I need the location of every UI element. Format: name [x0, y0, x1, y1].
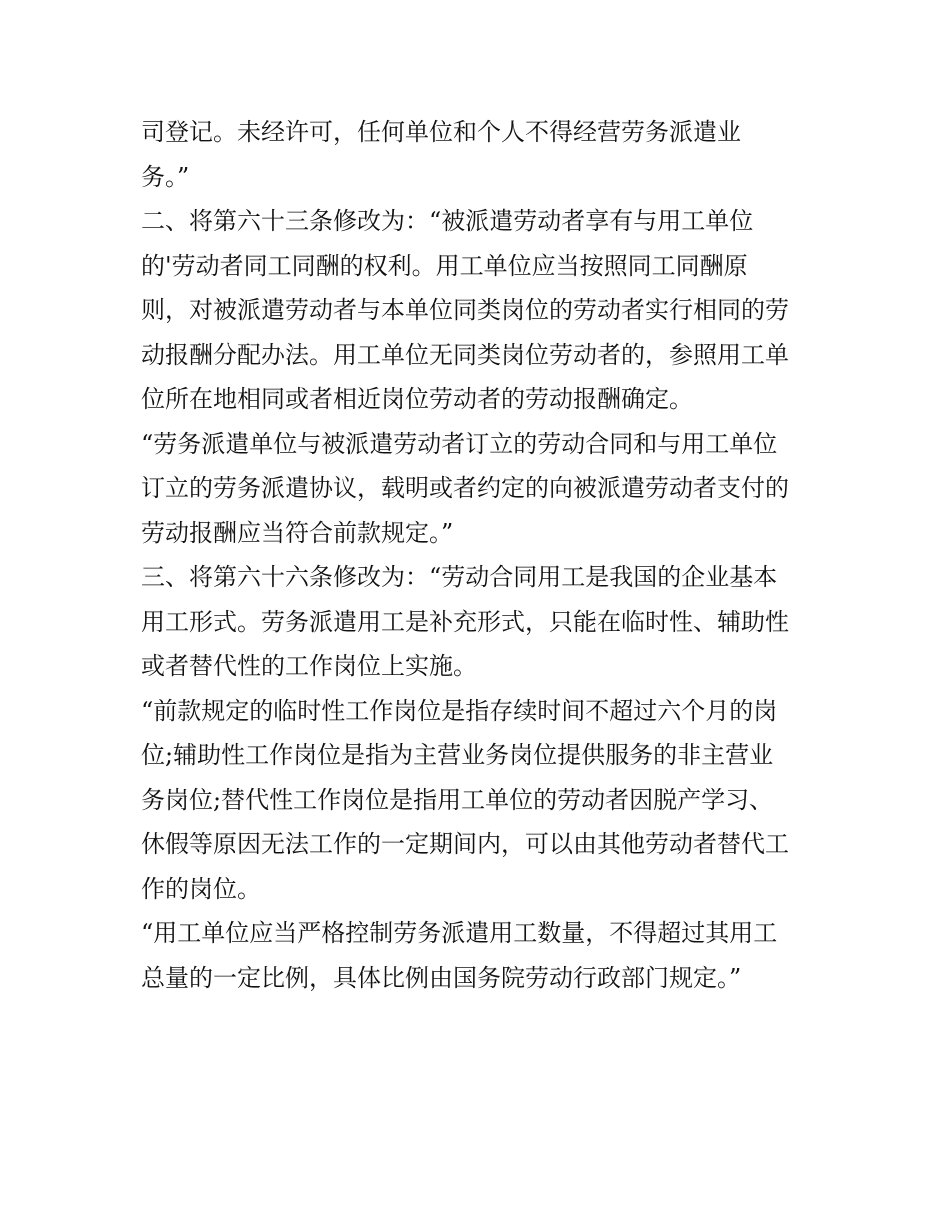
- text-line: 的'劳动者同工同酬的权利。用工单位应当按照同工同酬原: [141, 251, 748, 280]
- text-line: 订立的劳务派遣协议，载明或者约定的向被派遣劳动者支付的: [141, 474, 789, 502]
- text-line: 三、将第六十六条修改为：“劳动合同用工是我国的企业基本: [141, 563, 778, 591]
- text-line: 位所在地相同或者相近岗位劳动者的劳动报酬确定。: [141, 385, 693, 413]
- text-line: 位;辅助性工作岗位是指为主营业务岗位提供服务的非主营业: [141, 741, 774, 769]
- text-line: “用工单位应当严格控制劳务派遣用工数量，不得超过其用工: [141, 919, 778, 947]
- text-line: 休假等原因无法工作的一定期间内，可以由其他劳动者替代工: [141, 830, 789, 858]
- text-line: 动报酬分配办法。用工单位无同类岗位劳动者的，参照用工单: [141, 340, 789, 369]
- text-line: 总量的一定比例，具体比例由国务院劳动行政部门规定。”: [141, 963, 742, 992]
- text-line: 作的岗位。: [141, 874, 261, 903]
- document-body: [141, 110, 841, 1000]
- text-line: 或者替代性的工作岗位上实施。: [141, 652, 477, 680]
- text-line: “劳务派遣单位与被派遣劳动者订立的劳动合同和与用工单位: [141, 429, 778, 458]
- text-line: 用工形式。劳务派遣用工是补充形式，只能在临时性、辅助性: [141, 607, 789, 636]
- text-line: 司登记。未经许可，任何单位和个人不得经营劳务派遣业: [141, 118, 741, 146]
- text-line: 务。”: [141, 162, 190, 191]
- text-line: 务岗位;替代性工作岗位是指用工单位的劳动者因脱产学习、: [141, 785, 774, 814]
- text-line: “前款规定的临时性工作岗位是指存续时间不超过六个月的岗: [141, 696, 778, 725]
- text-line: 二、将第六十三条修改为：“被派遣劳动者享有与用工单位: [141, 207, 754, 235]
- text-line: 劳动报酬应当符合前款规定。”: [141, 518, 454, 547]
- text-line: 则，对被派遣劳动者与本单位同类岗位的劳动者实行相同的劳: [141, 296, 789, 324]
